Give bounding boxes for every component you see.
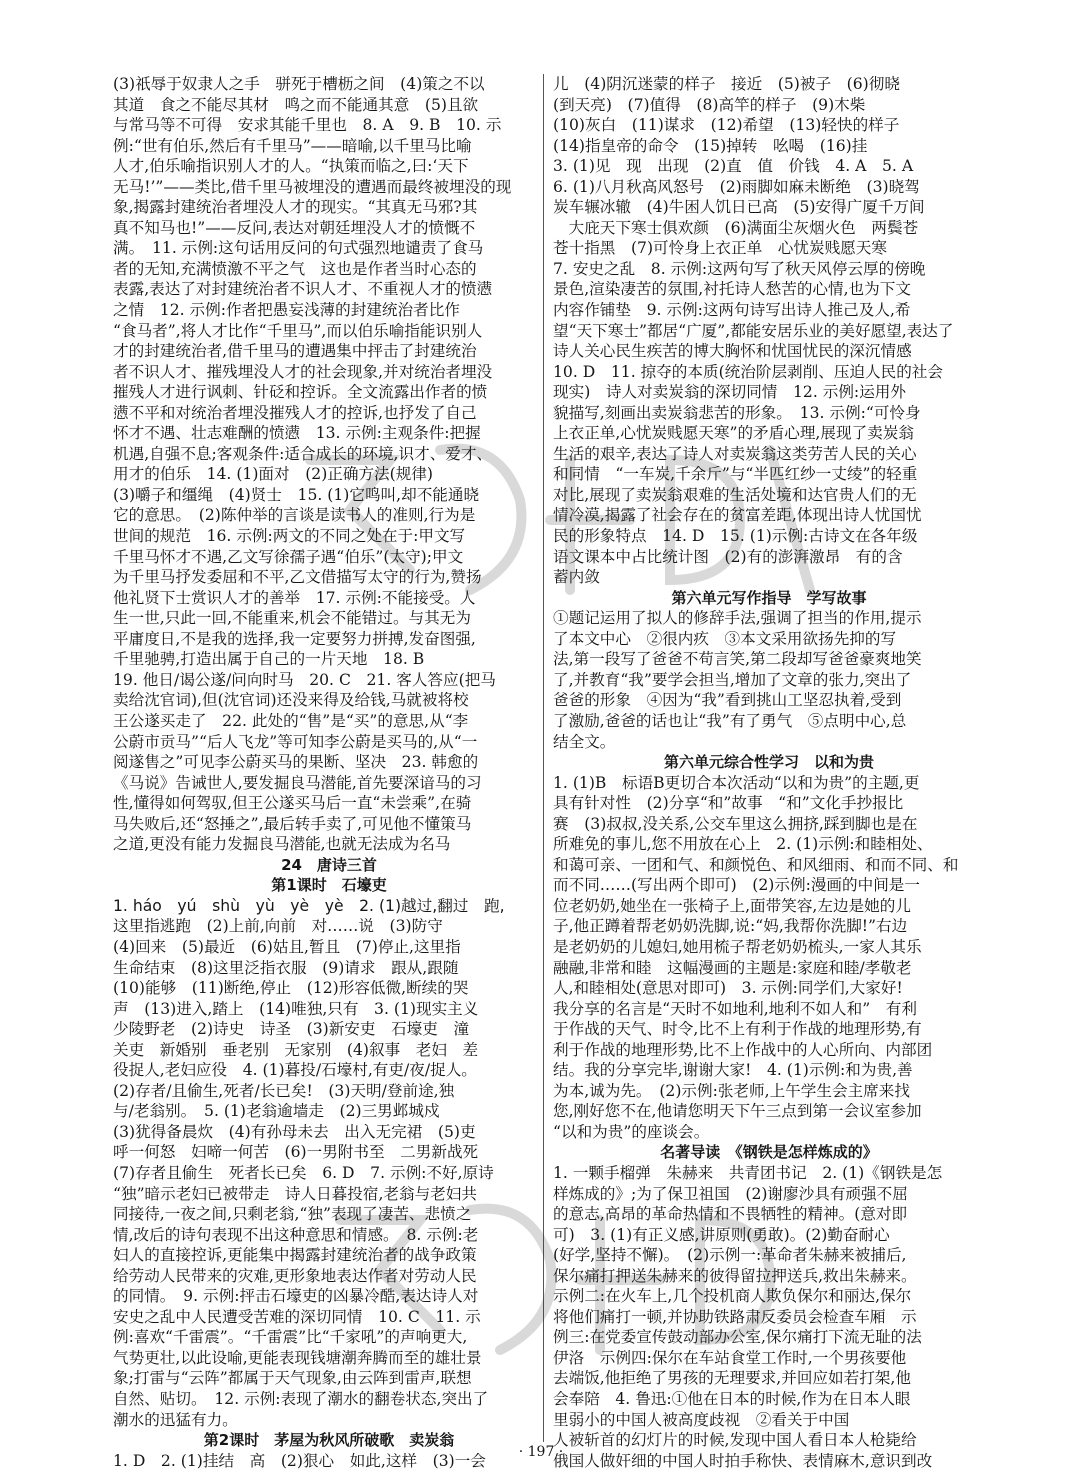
answer-line: 摧残人才进行讽刺、针砭和控诉。全文流露出作者的愤 — [113, 383, 488, 402]
answer-line: 无马!’”——类比,借千里马被埋没的遭遇而最终被埋没的现 — [113, 177, 512, 196]
answer-line: 这里指逃跑 (2)上前,向前 对……说 (3)防守 — [113, 917, 443, 936]
answer-line: 例:“世有伯乐,然后有千里马”——暗喻,以千里马比喻 — [113, 136, 472, 155]
answer-line: 人,和睦相处(意思对即可) 3. 示例:同学们,大家好! — [553, 979, 903, 998]
answer-line: 例:喜欢“千雷震”。“千雷震”比“千家吼”的声响更大, — [113, 1328, 468, 1347]
answer-line: 3. (1)见 现 出现 (2)直 值 价钱 4. A 5. A — [553, 157, 914, 176]
answer-line: 他礼贤下士赏识人才的善举 17. 示例:不能接受。人 — [113, 588, 476, 607]
answer-line: 《马说》告诫世人,要发掘良马潜能,首先要深谙马的习 — [113, 773, 482, 792]
page-number: · 197 · — [518, 1444, 564, 1460]
answer-line: 阅遂售之”可见李公蔚买马的果断、坚决 23. 韩愈的 — [113, 753, 479, 772]
answer-line: 者不识人才、摧残埋没人才的社会现象,并对统治者埋没 — [113, 362, 493, 381]
answer-line: 10. D 11. 掠夺的本质(统治阶层剥削、压迫人民的社会 — [553, 362, 943, 381]
answer-line: 者的无知,充满愤激不平之气 这也是作者当时心态的 — [113, 259, 477, 278]
answer-line: 给劳动人民带来的灾难,更形象地表达作者对劳动人民 — [113, 1266, 477, 1285]
answer-line: 才的封建统治者,借千里马的遭遇集中抨击了封建统治 — [113, 342, 477, 361]
answer-line: 1. D 2. (1)挂结 高 (2)狠心 如此,这样 (3)一会 — [113, 1451, 486, 1470]
section-heading: 第1课时 石壕吏 — [271, 876, 387, 895]
answer-line: 其道 食之不能尽其材 鸣之而不能通其意 (5)且欲 — [113, 95, 479, 114]
answer-line: 情,改后的诗句表现不出这种意思和情感。 8. 示例:老 — [113, 1225, 479, 1244]
answer-line: 6. (1)八月秋高风怒号 (2)雨脚如麻未断绝 (3)晓驾 — [553, 177, 920, 196]
answer-line: 用才的伯乐 14. (1)面对 (2)正确方法(规律) — [113, 465, 434, 484]
answer-line: 所难免的事儿,您不用放在心上 2. (1)示例:和睦相处、 — [553, 835, 933, 854]
section-heading: 第2课时 茅屋为秋风所破歌 卖炭翁 — [203, 1431, 455, 1450]
answer-line: 人被斩首的幻灯片的时候,发现中国人看日本人枪毙给 — [553, 1431, 917, 1450]
answer-line: 为千里马抒发委屈和不平,乙文借描写太守的行为,赞扬 — [113, 568, 482, 587]
answer-line: 和同情 “一车炭,千余斤”与“半匹红纱一丈绫”的轻重 — [553, 465, 918, 484]
answer-line: 了,并教育“我”要学会担当,增加了文章的张力,突出了 — [553, 670, 912, 689]
answer-line: 炭车辗冰辙 (4)牛困人饥日已高 (5)安得广厦千万间 — [553, 198, 925, 217]
answer-line: 世间的规范 16. 示例:两文的不同之处在于:甲文写 — [113, 527, 466, 546]
answer-line: 自然、贴切。 12. 示例:表现了潮水的翻卷状态,突出了 — [113, 1390, 489, 1408]
answer-line: 法,第一段写了爸爸不苟言笑,第二段却写爸爸豪爽地笑 — [553, 650, 922, 669]
answer-line: ①题记运用了拟人的修辞手法,强调了担当的作用,提示 — [553, 609, 922, 628]
answer-line: 潮水的迅猛有力。 — [113, 1410, 238, 1429]
answer-line: (7)存者且偷生 死者长已矣 6. D 7. 示例:不好,原诗 — [113, 1163, 494, 1182]
answer-line: 儿 (4)阴沉迷蒙的样子 接近 (5)被子 (6)彻晓 — [553, 75, 900, 93]
section-heading: 名著导读 《钢铁是怎样炼成的》 — [660, 1143, 878, 1162]
answer-line: 与/老翁别。 5. (1)老翁逾墙走 (2)三男邺城戍 — [113, 1102, 440, 1121]
answer-line: 结。我的分享完毕,谢谢大家! 4. (1)示例:和为贵,善 — [553, 1061, 913, 1080]
answer-line: 现实) 诗人对卖炭翁的深切同情 12. 示例:运用外 — [553, 383, 906, 402]
answer-line: 了激励,爸爸的话也让“我”有了勇气 ⑤点明中心,总 — [553, 711, 907, 730]
answer-line: 上衣正单,心忧炭贱愿天寒”的矛盾心理,展现了卖炭翁 — [553, 424, 914, 443]
answer-line: 位老奶奶,她坐在一张椅子上,面带笑容,左边是她的儿 — [553, 896, 911, 915]
answer-line: 样炼成的》;为了保卫祖国 (2)谢廖沙具有顽强不屈 — [553, 1184, 908, 1203]
answer-line: 生命结束 (8)这里泛指衣服 (9)请求 跟从,跟随 — [113, 958, 459, 977]
answer-line: 例三:在党委宣传鼓动部办公室,保尔痛打下流无耻的法 — [553, 1328, 922, 1347]
answer-line: 平庸度日,不是我的选择,我一定要努力拼搏,发奋图强, — [113, 629, 476, 648]
answer-line: 1. (1)B 标语B更切合本次活动“以和为贵”的主题,更 — [553, 773, 920, 792]
answer-line: 爸爸的形象 ④因为“我”看到挑山工坚忍执着,受到 — [553, 691, 902, 710]
answer-line: 结全文。 — [553, 732, 616, 751]
answer-line: 内容作铺垫 9. 示例:这两句诗写出诗人推己及人,希 — [553, 301, 911, 320]
answer-line: 为本,诚为先。 (2)示例:张老师,上午学生会主席来找 — [553, 1081, 910, 1100]
answer-line: 保尔痛打押送朱赫来的彼得留拉押送兵,救出朱赫来。 — [553, 1266, 917, 1285]
answer-line: 将他们痛打一顿,并协助铁路肃反委员会检查车厢 示 — [553, 1307, 917, 1326]
answer-line: 蓄内敛 — [553, 568, 600, 587]
answer-column-right — [553, 74, 985, 1471]
answer-line: 情冷漠,揭露了社会存在的贫富差距,体现出诗人忧国忧 — [553, 506, 922, 525]
answer-line: 您,刚好您不在,他请您明天下午三点到第一会议室参加 — [553, 1102, 922, 1121]
answer-line: 役捉人,老妇应役 4. (1)暮投/石壕村,有吏/夜/捉人。 — [113, 1061, 477, 1080]
answer-line: 呼一何怒 妇啼一何苦 (6)一男附书至 二男新战死 — [113, 1143, 479, 1162]
answer-line: 景色,渲染凄苦的氛围,衬托诗人愁苦的心情,也为下文 — [553, 280, 911, 299]
answer-line: 和蔼可亲、一团和气、和颜悦色、和风细雨、和而不同、和 — [553, 855, 959, 874]
answer-line: 俄国人做奸细的中国人时拍手称快、表情麻木,意识到改 — [553, 1451, 933, 1470]
answer-line: 同接待,一夜之间,只剩老翁,“独”表现了凄苦、悲愤之 — [113, 1205, 472, 1224]
answer-line: 之情 12. 示例:作者把愚妄浅薄的封建统治者比作 — [113, 301, 460, 320]
answer-line: 性,懂得如何驾驭,但王公遂买马后一直“未尝乘”,在骑 — [113, 794, 472, 813]
answer-line: 安史之乱中人民遭受苦难的深切同情 10. C 11. 示 — [113, 1307, 481, 1326]
answer-line: 满。 11. 示例:这句话用反问的句式强烈地谴责了食马 — [113, 239, 484, 258]
answer-line: 可) 3. (1)有正义感,讲原则(勇敢)。(2)勤奋耐心 — [553, 1225, 890, 1244]
answer-line: (4)回来 (5)最近 (6)姑且,暂且 (7)停止,这里指 — [113, 937, 461, 956]
answer-line: 1. háo yú shù yù yè yè 2. (1)越过,翻过 跑, — [113, 896, 505, 915]
answer-line: 貌描写,刻画出卖炭翁悲苦的形象。 13. 示例:“可怜身 — [553, 403, 921, 422]
answer-line: 19. 他日/谒公遂/问向时马 20. C 21. 客人答应(把马 — [113, 670, 496, 689]
answer-line: 之道,更没有能力发掘良马潜能,也就无法成为名马 — [113, 835, 451, 854]
answer-line: 具有针对性 (2)分享“和”故事 “和”文化手抄报比 — [553, 794, 904, 813]
answer-line: 去端饭,他拒绝了男孩的无理要求,并回应如若打架,他 — [553, 1369, 911, 1388]
answer-line: 赛 (3)叔叔,没关系,公交车里这么拥挤,踩到脚也是在 — [553, 814, 918, 833]
answer-line: 生一世,只此一回,不能重来,机会不能错过。与其无为 — [113, 609, 471, 628]
answer-line: 表露,表达了对封建统治者不识人才、不重视人才的愤懑 — [113, 280, 493, 299]
answer-line: (3)祇辱于奴隶人之手 骈死于槽枥之间 (4)策之不以 — [113, 75, 485, 93]
answer-line: 王公遂买走了 22. 此处的“售”是“买”的意思,从“李 — [113, 711, 469, 730]
answer-line: 真不知马也!”——反问,表达对朝廷埋没人才的愤慨不 — [113, 218, 476, 237]
answer-line: 会奉陪 4. 鲁迅:①他在日本的时候,作为在日本人眼 — [553, 1390, 911, 1408]
answer-line: (10)灰白 (11)谋求 (12)希望 (13)轻快的样子 — [553, 116, 900, 135]
answer-line: (14)指皇帝的命令 (15)掉转 吆喝 (16)挂 — [553, 136, 868, 155]
answer-line: (2)存者/且偷生,死者/长已矣! (3)天明/登前途,独 — [113, 1081, 455, 1100]
answer-line: 声 (13)进入,踏上 (14)唯独,只有 3. (1)现实主义 — [113, 999, 479, 1018]
answer-line: 诗人关心民生疾苦的博大胸怀和忧国忧民的深沉情感 — [553, 342, 912, 361]
answer-line: 象,揭露封建统治者埋没人才的现实。“其真无马邪?其 — [113, 198, 478, 217]
answer-line: 语文课本中占比统计图 (2)有的澎湃激昂 有的含 — [553, 547, 903, 566]
answer-line: 苍十指黑 (7)可怜身上衣正单 心忧炭贱愿天寒 — [553, 239, 887, 258]
answer-line: 1. 一颗手榴弹 朱赫来 共青团书记 2. (1)《钢铁是怎 — [553, 1163, 943, 1182]
answer-line: 气势更壮,以此设喻,更能表现钱塘潮奔腾而至的雄壮景 — [113, 1348, 482, 1367]
answer-line: 的意志,高昂的革命热情和不畏牺牲的精神。(意对即 — [553, 1205, 908, 1224]
answer-line: 关吏 新婚别 垂老别 无家别 (4)叙事 老妇 差 — [113, 1040, 479, 1059]
section-heading: 第六单元写作指导 学写故事 — [671, 588, 867, 607]
answer-line: 融融,非常和睦 这幅漫画的主题是:家庭和睦/孝敬老 — [553, 958, 912, 977]
answer-line: 它的意思。 (2)陈仲举的言谈是读书人的准则,行为是 — [113, 506, 476, 525]
answer-line: 是老奶奶的儿媳妇,她用梳子帮老奶奶梳头,一家人其乐 — [553, 937, 922, 956]
answer-line: “以和为贵”的座谈会。 — [553, 1122, 710, 1141]
answer-line: 妇人的直接控诉,更能集中揭露封建统治者的战争政策 — [113, 1246, 477, 1265]
answer-line: “独”暗示老妇已被带走 诗人日暮投宿,老翁与老妇共 — [113, 1184, 477, 1203]
answer-line: 的同情。 9. 示例:抨击石壕吏的凶暴冷酷,表达诗人对 — [113, 1287, 479, 1306]
answer-line: 懑不平和对统治者埋没摧残人才的控诉,也抒发了自己 — [113, 403, 477, 422]
answer-line: 公蔚市贡马”“后人飞龙”等可知李公蔚是买马的,从“一 — [113, 732, 478, 751]
answer-line: 我分享的名言是“天时不如地利,地利不如人和” 有利 — [553, 999, 917, 1018]
answer-line: 示例二:在火车上,几个投机商人欺负保尔和丽达,保尔 — [553, 1287, 912, 1306]
answer-line: 与常马等不可得 安求其能千里也 8. A 9. B 10. 示 — [113, 116, 502, 135]
answer-line: (3)嚼子和缰绳 (4)贤士 15. (1)它鸣叫,却不能通晓 — [113, 485, 480, 504]
answer-line: 千里马怀才不遇,乙文写徐孺子遇“伯乐”(太守);甲文 — [113, 547, 464, 566]
section-heading: 第六单元综合性学习 以和为贵 — [663, 753, 874, 772]
answer-line: (好学,坚持不懈)。 (2)示例一:革命者朱赫来被捕后, — [553, 1246, 907, 1265]
answer-line: 于作战的天气、时令,比不上有利于作战的地理形势,有 — [553, 1020, 922, 1039]
answer-column-left — [113, 74, 545, 1471]
answer-line: (10)能够 (11)断绝,停止 (12)形容低微,断续的哭 — [113, 979, 469, 998]
answer-line: 机遇,自强不息;客观条件:适合成长的环境,识才、爱才、 — [113, 444, 493, 463]
answer-line: 马失败后,还“怒捶之”,最后转手卖了,可见他不懂策马 — [113, 814, 472, 833]
answer-line: 而不同……(写出两个即可) (2)示例:漫画的中间是一 — [553, 876, 920, 895]
answer-line: 对比,展现了卖炭翁艰难的生活处境和达官贵人们的无 — [553, 485, 917, 504]
answer-line: (3)犹得备晨炊 (4)有孙母未去 出入无完裙 (5)吏 — [113, 1122, 476, 1141]
answer-line: (到天亮) (7)值得 (8)高竿的样子 (9)木柴 — [553, 95, 866, 114]
answer-line: 生活的艰辛,表达了诗人对卖炭翁这类劳苦人民的关心 — [553, 444, 917, 463]
answer-line: 民的形象特点 14. D 15. (1)示例:古诗文在各年级 — [553, 527, 918, 546]
answer-line: “食马者”,将人才比作“千里马”,而以伯乐喻指能识别人 — [113, 321, 483, 340]
answer-line: 伊洛 示例四:保尔在车站食堂工作时,一个男孩要他 — [553, 1348, 907, 1367]
answer-line: 了本文中心 ②很内疚 ③本文采用欲扬先抑的写 — [553, 629, 897, 648]
answer-line: 怀才不遇、壮志难酬的愤懑 13. 示例:主观条件:把握 — [113, 424, 481, 443]
answer-line: 人才,伯乐喻指识别人才的人。“执策而临之,曰:‘天下 — [113, 157, 469, 176]
answer-line: 子,他正蹲着帮老奶奶洗脚,说:“妈,我帮你洗脚!”右边 — [553, 917, 908, 936]
section-heading: 24 唐诗三首 — [281, 855, 377, 874]
answer-line: 千里驰骋,打造出属于自己的一片天地 18. B — [113, 650, 425, 669]
answer-line: 7. 安史之乱 8. 示例:这两句写了秋天风停云厚的傍晚 — [553, 259, 926, 278]
answer-line: 望“天下寒士”都居“广厦”,都能安居乐业的美好愿望,表达了 — [553, 321, 954, 340]
answer-line: 少陵野老 (2)诗史 诗圣 (3)新安吏 石壕吏 潼 — [113, 1020, 470, 1039]
answer-line: 象;打雷与“云阵”都属于天气现象,由云阵到雷声,联想 — [113, 1369, 472, 1388]
answer-line: 里弱小的中国人被高度歧视 ②看关于中国 — [553, 1410, 850, 1429]
answer-line: 大庇天下寒士俱欢颜 (6)满面尘灰烟火色 两鬓苍 — [553, 218, 919, 237]
answer-line: 利于作战的地理形势,比不上作战中的人心所向、内部团 — [553, 1040, 933, 1059]
answer-line: 卖给沈官词),但(沈官词)还没来得及给钱,马就被将校 — [113, 691, 469, 710]
